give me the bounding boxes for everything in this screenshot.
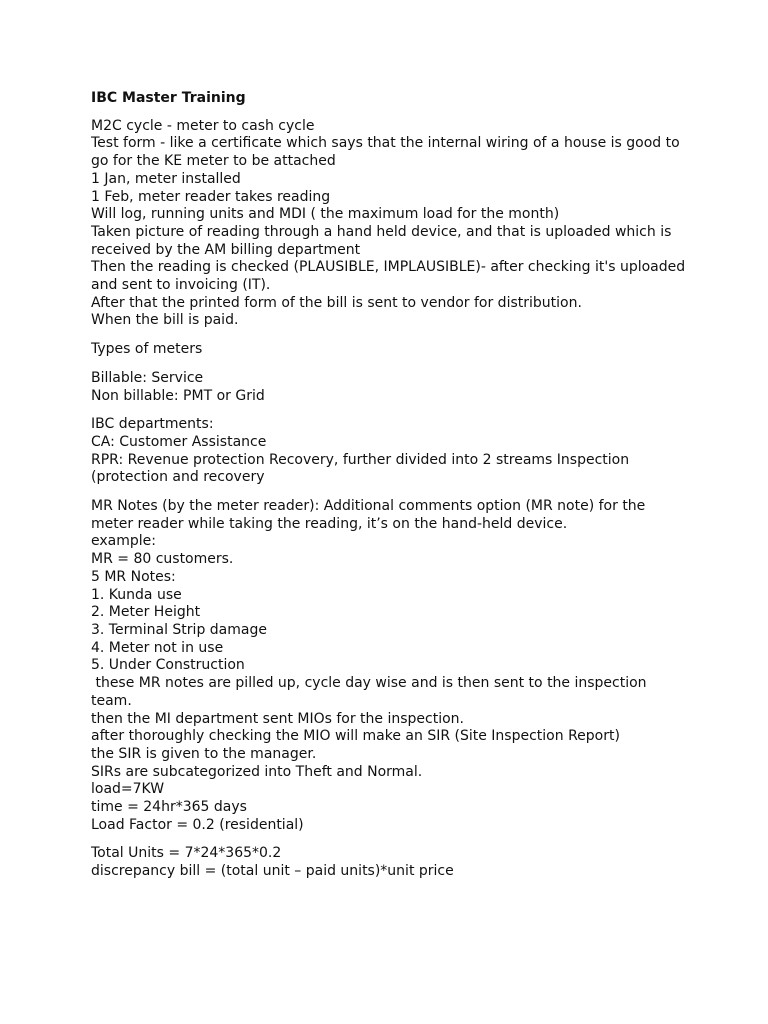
text-line: MR = 80 customers. xyxy=(91,551,234,568)
text-line: then the MI department sent MIOs for the inspection. xyxy=(91,710,464,727)
text-line: Will log, running units and MDI ( the maximum load for the month) xyxy=(91,206,560,223)
text-line: the SIR is given to the manager. xyxy=(91,745,317,762)
text-line: RPR: Revenue protection Recovery, further divided into 2 streams Inspection (protection and recovery xyxy=(91,451,634,486)
paragraph-ibc-departments xyxy=(91,416,691,487)
text-line: 5 MR Notes: xyxy=(91,568,176,585)
text-line: load=7KW xyxy=(91,781,165,798)
document-page xyxy=(91,90,691,892)
text-line: these MR notes are pilled up, cycle day wise and is then sent to the inspection team. xyxy=(91,675,652,709)
text-line: Load Factor = 0.2 (residential) xyxy=(91,816,304,833)
paragraph-total-units xyxy=(91,845,691,880)
paragraph-types-of-meters xyxy=(91,341,691,359)
text-line: example: xyxy=(91,533,156,550)
text-line: Types of meters xyxy=(91,341,203,358)
text-line: When the bill is paid. xyxy=(91,312,239,329)
paragraph-mr-notes xyxy=(91,498,691,834)
text-line: CA: Customer Assistance xyxy=(91,433,267,450)
text-line: Billable: Service xyxy=(91,369,204,386)
text-line: Non billable: PMT or Grid xyxy=(91,387,265,404)
text-line: 1 Jan, meter installed xyxy=(91,170,241,187)
text-line: 2. Meter Height xyxy=(91,604,201,621)
text-line: 5. Under Construction xyxy=(91,657,245,674)
text-line: after thoroughly checking the MIO will make an SIR (Site Inspection Report) xyxy=(91,728,620,745)
text-line: SIRs are subcategorized into Theft and Normal. xyxy=(91,763,423,780)
text-line: Then the reading is checked (PLAUSIBLE, IMPLAUSIBLE)- after checking it's uploaded and sent to invoicing (IT). xyxy=(91,259,690,294)
text-line: M2C cycle - meter to cash cycle xyxy=(91,117,315,134)
text-line: 4. Meter not in use xyxy=(91,639,224,656)
text-line: 1. Kunda use xyxy=(91,586,182,603)
paragraph-billable xyxy=(91,370,691,405)
text-line: IBC departments: xyxy=(91,416,214,433)
text-line: Total Units = 7*24*365*0.2 xyxy=(91,845,282,862)
text-line: 3. Terminal Strip damage xyxy=(91,621,267,638)
document-title: IBC Master Training xyxy=(91,90,246,106)
text-line: time = 24hr*365 days xyxy=(91,799,247,816)
text-line: 1 Feb, meter reader takes reading xyxy=(91,188,331,205)
text-line: Taken picture of reading through a hand held device, and that is uploaded which is received by the AM billing department xyxy=(91,223,676,258)
text-line: After that the printed form of the bill is sent to vendor for distribution. xyxy=(91,294,582,311)
text-line: MR Notes (by the meter reader): Additional comments option (MR note) for the meter reader while taking the reading, it’s on the hand-held device. xyxy=(91,498,650,532)
text-line: discrepancy bill = (total unit – paid units)*unit price xyxy=(91,863,454,880)
paragraph-m2c-cycle xyxy=(91,118,691,330)
text-line: Test form - like a certificate which says that the internal wiring of a house is good to go for the KE meter to be attached xyxy=(91,135,685,170)
